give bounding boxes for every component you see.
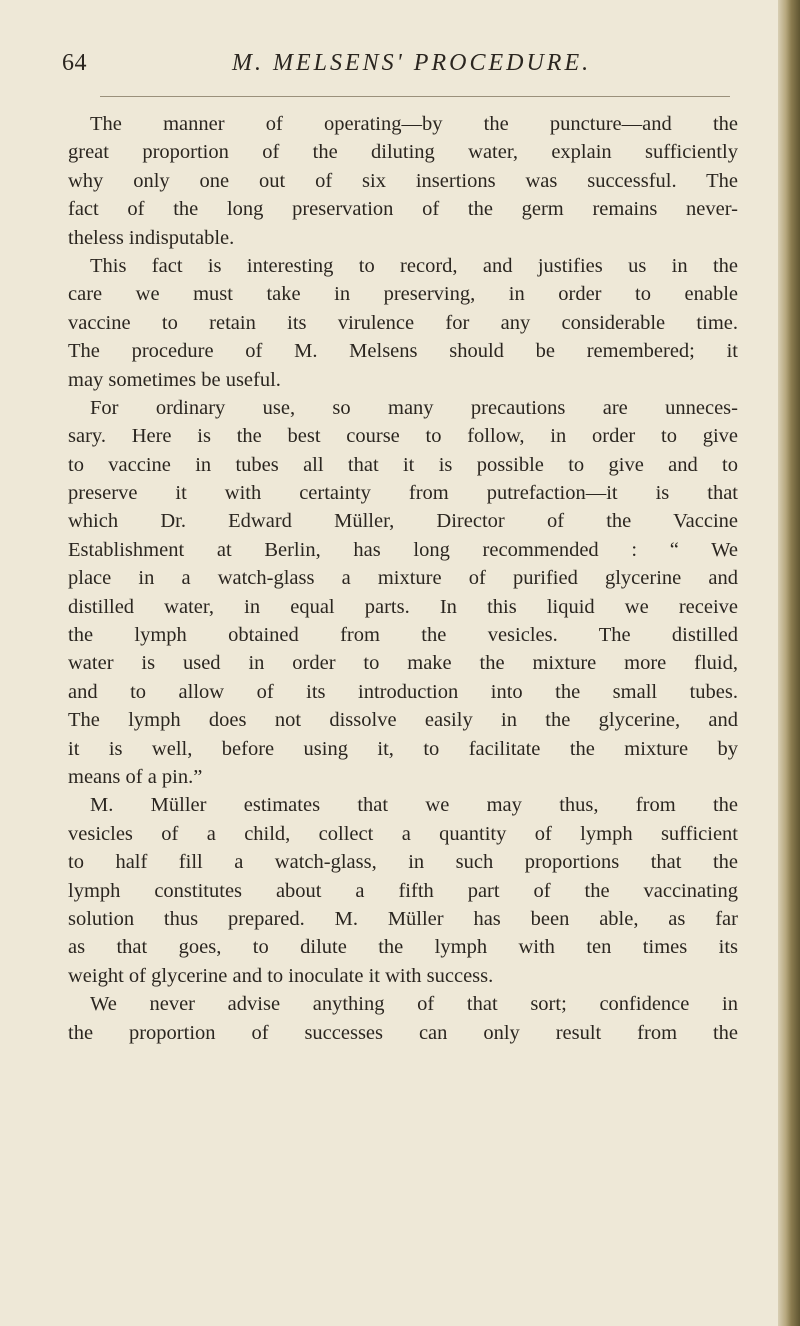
text-line xyxy=(68,366,738,394)
text-line xyxy=(68,990,738,1018)
text-line-content: water is used in order to make the mixture more fluid, xyxy=(68,652,738,675)
text-line-content: We never advise anything of that sort; confidence in xyxy=(90,993,738,1016)
text-line xyxy=(68,791,738,819)
text-line-content: solution thus prepared. M. Müller has been able, as far xyxy=(68,907,738,930)
text-line-content: lymph constitutes about a fifth part of the vaccinating xyxy=(68,879,738,902)
text-line-content: preserve it with certainty from putrefaction—it is that xyxy=(68,482,738,505)
text-line xyxy=(68,507,738,535)
text-line-content: This fact is interesting to record, and justifies us in the xyxy=(90,254,738,277)
text-line-content: the lymph obtained from the vesicles. The distilled xyxy=(68,624,738,647)
text-line xyxy=(68,1019,738,1047)
text-line xyxy=(68,848,738,876)
text-line-content: to vaccine in tubes all that it is possible to give and to xyxy=(68,453,738,476)
text-line-content: theless indisputable. xyxy=(68,226,235,249)
book-binding-edge xyxy=(778,0,800,1326)
text-line-content: fact of the long preservation of the germ remains never- xyxy=(68,198,738,221)
text-line xyxy=(68,593,738,621)
text-line xyxy=(68,564,738,592)
text-line xyxy=(68,309,738,337)
text-line xyxy=(68,877,738,905)
text-line-content: the proportion of successes can only result from the xyxy=(68,1021,738,1044)
text-line xyxy=(68,280,738,308)
text-line-content: The lymph does not dissolve easily in the glycerine, and xyxy=(68,709,738,732)
running-head: M. MELSENS' PROCEDURE. xyxy=(232,50,592,76)
text-line-content: why only one out of six insertions was successful. The xyxy=(68,169,738,192)
text-line xyxy=(68,252,738,280)
text-line-content: as that goes, to dilute the lymph with ten times its xyxy=(68,936,738,959)
text-line-content: means of a pin.” xyxy=(68,765,203,788)
text-line-content: place in a watch-glass a mixture of purified glycerine and xyxy=(68,567,738,590)
text-line xyxy=(68,621,738,649)
text-line-content: distilled water, in equal parts. In this liquid we receive xyxy=(68,595,738,618)
text-line-content: great proportion of the diluting water, explain sufficiently xyxy=(68,141,738,164)
text-line xyxy=(68,820,738,848)
text-line-content: vesicles of a child, collect a quantity of lymph sufficient xyxy=(68,822,738,845)
text-line-content: M. Müller estimates that we may thus, from the xyxy=(90,794,738,817)
text-line xyxy=(68,451,738,479)
text-line xyxy=(68,962,738,990)
text-line-content: may sometimes be useful. xyxy=(68,368,281,391)
text-line xyxy=(68,933,738,961)
text-line-content: care we must take in preserving, in order to enable xyxy=(68,283,738,306)
text-line xyxy=(68,649,738,677)
text-line xyxy=(68,422,738,450)
text-line xyxy=(68,337,738,365)
text-line xyxy=(68,706,738,734)
text-line-content: to half fill a watch-glass, in such proportions that the xyxy=(68,851,738,874)
text-line-content: which Dr. Edward Müller, Director of the Vaccine xyxy=(68,510,738,533)
page-number: 64 xyxy=(62,50,87,76)
text-line xyxy=(68,735,738,763)
text-line-content: For ordinary use, so many precautions are unneces- xyxy=(90,396,738,419)
text-line xyxy=(68,479,738,507)
text-line xyxy=(68,763,738,791)
text-line-content: sary. Here is the best course to follow, in order to give xyxy=(68,425,738,448)
text-line-content: vaccine to retain its virulence for any considerable time. xyxy=(68,311,738,334)
text-line xyxy=(68,224,738,252)
text-line-content: The manner of operating—by the puncture—and the xyxy=(90,113,738,135)
text-line-content: weight of glycerine and to inoculate it with success. xyxy=(68,964,494,987)
text-line xyxy=(68,905,738,933)
text-line xyxy=(68,394,738,422)
text-line xyxy=(68,110,738,138)
text-line xyxy=(68,536,738,564)
text-line xyxy=(68,138,738,166)
header-rule xyxy=(100,96,730,97)
body-text xyxy=(68,110,738,1047)
text-line xyxy=(68,167,738,195)
text-line-content: and to allow of its introduction into the small tubes. xyxy=(68,680,738,703)
text-line-content: it is well, before using it, to facilitate the mixture by xyxy=(68,737,738,760)
text-line-content: The procedure of M. Melsens should be remembered; it xyxy=(68,340,738,363)
text-line xyxy=(68,678,738,706)
text-line-content: Establishment at Berlin, has long recommended : “ We xyxy=(68,538,738,561)
text-line xyxy=(68,195,738,223)
